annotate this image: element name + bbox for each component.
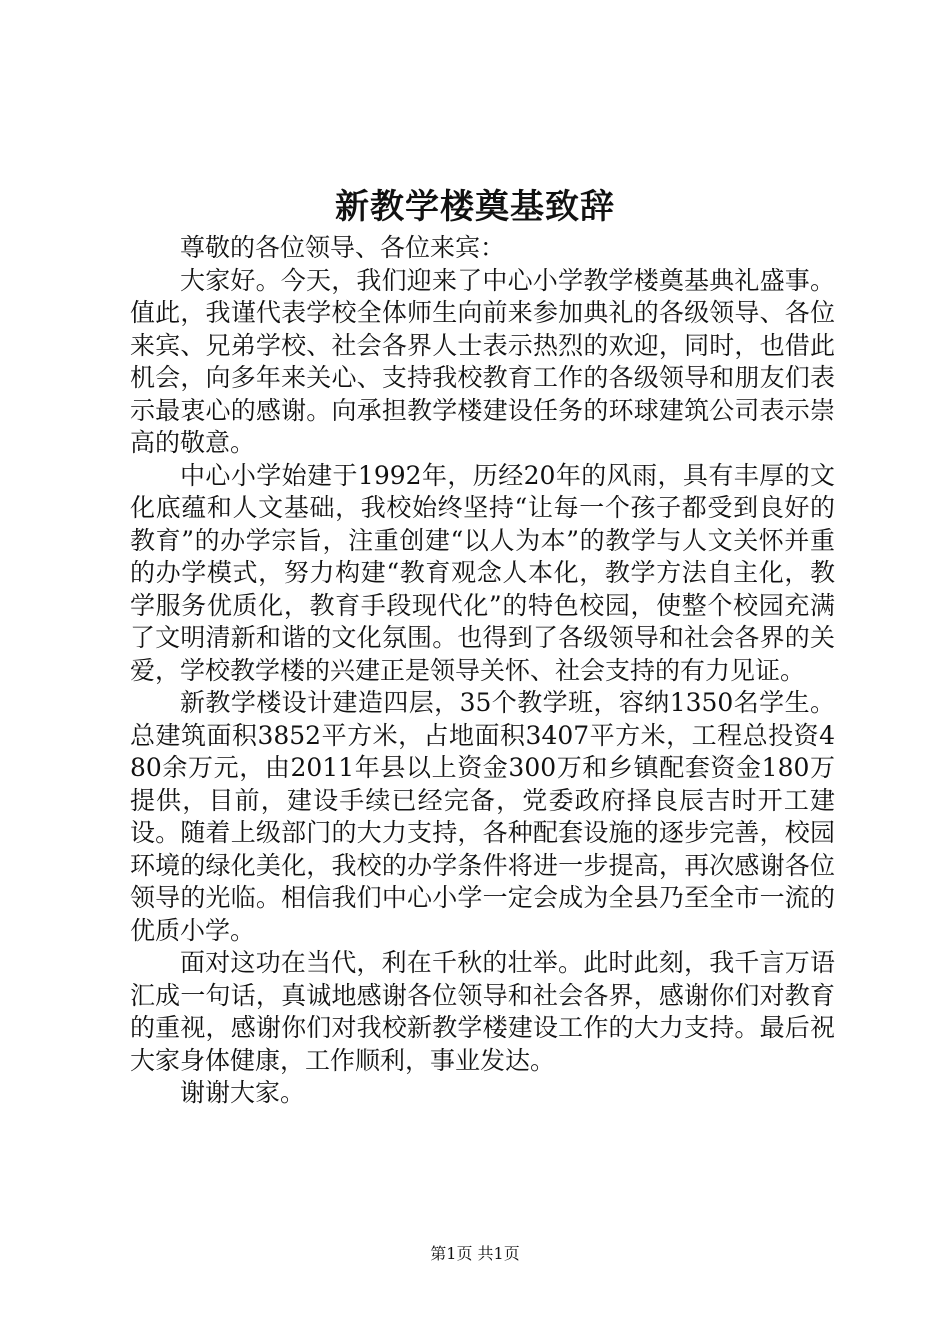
welcome-paragraph: 大家好。今天，我们迎来了中心小学教学楼奠基典礼盛事。值此，我谨代表学校全体师生向前来参加典礼的各级领导、各位来宾、兄弟学校、社会各界人士表示热烈的欢迎，同时，也借此机会，向多年来关心、支持我校教育工作的各级领导和朋友们表示最衷心的感谢。向承担教学楼建设任务的环球建筑公司表示崇高的敬意。 [130, 265, 835, 457]
closing-paragraph: 面对这功在当代，利在千秋的壮举。此时此刻，我千言万语汇成一句话，真诚地感谢各位领导和社会各界，感谢你们对教育的重视，感谢你们对我校新教学楼建设工作的大力支持。最后祝大家身体健康，工作顺利，事业发达。 [130, 948, 835, 1075]
school-history-paragraph: 中心小学始建于1992年，历经20年的风雨，具有丰厚的文化底蕴和人文基础，我校始终坚持“让每一个孩子都受到良好的教育”的办学宗旨，注重创建“以人为本”的教学与人文关怀并重的办学模式，努力构建“教育观念人本化，教学方法自主化，教学服务优质化，教育手段现代化”的特色校园，使整个校园充满了文明清新和谐的文化氛围。也得到了各级领导和社会各界的关爱，学校教学楼的兴建正是领导关怀、社会支持的有力见证。 [130, 460, 835, 685]
salutation-paragraph: 尊敬的各位领导、各位来宾： [180, 233, 506, 262]
document-body [130, 232, 835, 1110]
building-details-paragraph: 新教学楼设计建造四层，35个教学班，容纳1350名学生。总建筑面积3852平方米，占地面积3407平方米，工程总投资480余万元，由2011年县以上资金300万和乡镇配套资金180万提供，目前，建设手续已经完备，党委政府择良辰吉时开工建设。随着上级部门的大力支持，各种配套设施的逐步完善，校园环境的绿化美化，我校的办学条件将进一步提高，再次感谢各位领导的光临。相信我们中心小学一定会成为全县乃至全市一流的优质小学。 [130, 688, 835, 945]
page-number-footer: 第1页 共1页 [430, 1244, 520, 1263]
thanks-paragraph: 谢谢大家。 [180, 1078, 306, 1107]
document-title: 新教学楼奠基致辞 [335, 187, 615, 227]
